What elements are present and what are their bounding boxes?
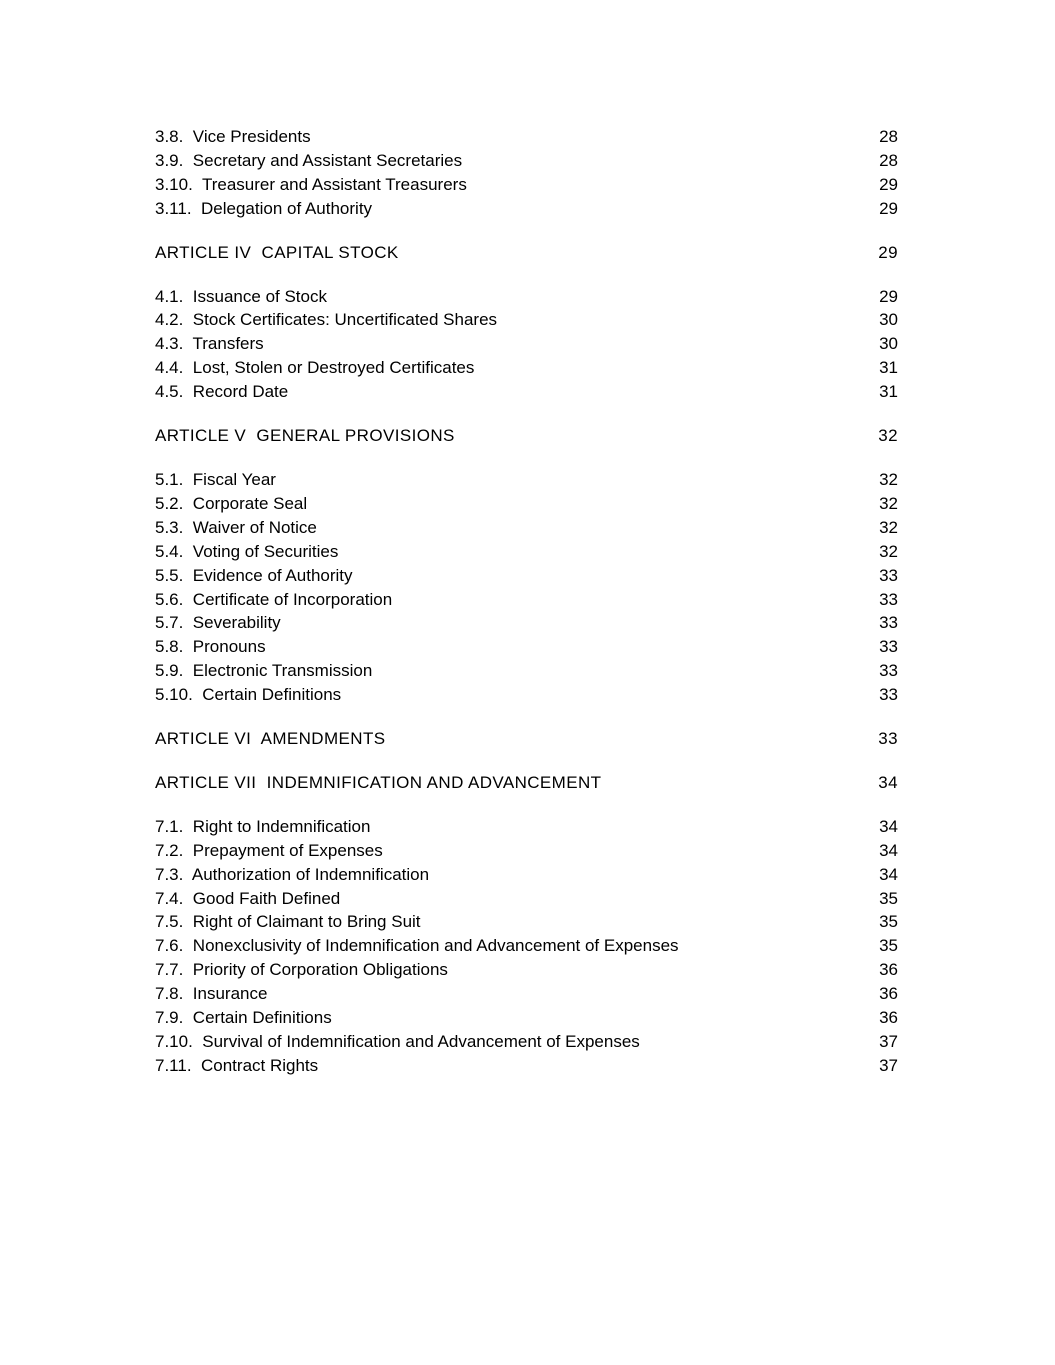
toc-article-heading-label: ARTICLE V GENERAL PROVISIONS: [155, 426, 455, 446]
toc-entry-label: 5.3. Waiver of Notice: [155, 517, 317, 537]
toc-entry-label: 5.1. Fiscal Year: [155, 469, 276, 489]
toc-entry: [155, 934, 898, 958]
toc-entry-label: 7.6. Nonexclusivity of Indemnification and Advancement of Expenses: [155, 936, 679, 956]
toc-entry-label: 5.9. Electronic Transmission: [155, 661, 373, 681]
toc-entry-label: 3.8. Vice Presidents: [155, 127, 311, 146]
toc-entry: [155, 1006, 898, 1030]
toc-entry-page-number: 33: [879, 637, 898, 657]
toc-entry-label: 7.11. Contract Rights: [155, 1055, 319, 1075]
toc-entry-label: 7.7. Priority of Corporation Obligations: [155, 960, 448, 980]
toc-entry-page-number: 32: [879, 493, 898, 513]
toc-article-heading-page-number: 29: [878, 242, 898, 262]
toc-entry: [155, 659, 898, 683]
toc-entry: [155, 815, 898, 839]
toc-entry-label: 5.8. Pronouns: [155, 637, 266, 657]
toc-entry: [155, 149, 898, 173]
toc-entry: [155, 516, 898, 540]
toc-entry: [155, 356, 898, 380]
toc-entry-page-number: 28: [879, 150, 898, 170]
toc-entry-label: 5.4. Voting of Securities: [155, 541, 339, 561]
toc-entry: [155, 1054, 898, 1078]
toc-entry: [155, 839, 898, 863]
toc-entry-label: 5.7. Severability: [155, 613, 281, 633]
toc-entry-page-number: 34: [879, 864, 898, 884]
toc-entry: [155, 1030, 898, 1054]
toc-entry-label: 4.3. Transfers: [155, 334, 264, 354]
toc-entry-page-number: 34: [879, 816, 898, 836]
toc-entry-label: 7.4. Good Faith Defined: [155, 888, 341, 908]
toc-entry-label: 7.10. Survival of Indemnification and Advancement of Expenses: [155, 1032, 640, 1051]
toc-entry: [155, 540, 898, 564]
toc-entry-page-number: 30: [879, 334, 898, 354]
toc-entry-page-number: 33: [879, 661, 898, 681]
toc-entry-page-number: 33: [879, 589, 898, 609]
toc-article-heading: [155, 727, 898, 751]
toc-entry-page-number: 32: [879, 541, 898, 561]
toc-article-heading: [155, 424, 898, 448]
toc-entry-page-number: 29: [879, 174, 898, 194]
toc-entry: [155, 611, 898, 635]
toc-entry-page-number: 35: [879, 936, 898, 956]
toc-entry-page-number: 29: [879, 286, 898, 306]
toc-entry: [155, 197, 898, 221]
toc-entry-page-number: 34: [879, 840, 898, 860]
toc-entry: [155, 635, 898, 659]
toc-article-heading-page-number: 33: [878, 729, 898, 749]
toc-entry-label: 7.2. Prepayment of Expenses: [155, 840, 383, 860]
toc-entry: [155, 332, 898, 356]
toc-entry: [155, 683, 898, 707]
toc-entry: [155, 125, 898, 149]
toc-entry-label: 5.2. Corporate Seal: [155, 493, 308, 513]
toc-article-heading-page-number: 34: [878, 772, 898, 792]
toc-entry-page-number: 33: [879, 565, 898, 585]
toc-entry-page-number: 36: [879, 1008, 898, 1028]
toc-entry-page-number: 35: [879, 888, 898, 908]
toc-entry-label: 7.5. Right of Claimant to Bring Suit: [155, 912, 421, 932]
toc-entry-page-number: 32: [879, 469, 898, 489]
toc-article-heading-label: ARTICLE VI AMENDMENTS: [155, 729, 386, 749]
toc-entry-page-number: 37: [879, 1055, 898, 1075]
toc-entry-page-number: 37: [879, 1032, 898, 1051]
toc-article-heading: [155, 771, 898, 795]
toc-entry: [155, 863, 898, 887]
toc-entry-label: 5.10. Certain Definitions: [155, 685, 342, 705]
toc-entry: [155, 564, 898, 588]
toc-entry-page-number: 29: [879, 198, 898, 218]
toc-entry-label: 3.11. Delegation of Authority: [155, 198, 373, 218]
toc-entry-label: 3.9. Secretary and Assistant Secretaries: [155, 150, 463, 170]
toc-entry-label: 4.2. Stock Certificates: Uncertificated Shares: [155, 310, 498, 330]
toc-entry-label: 7.3. Authorization of Indemnification: [155, 864, 430, 884]
toc-entry: [155, 958, 898, 982]
toc-entry-label: 5.6. Certificate of Incorporation: [155, 589, 393, 609]
toc-entry: [155, 285, 898, 309]
toc: [155, 125, 898, 1078]
toc-entry-label: 7.8. Insurance: [155, 984, 268, 1004]
toc-article-heading-label: ARTICLE IV CAPITAL STOCK: [155, 242, 399, 262]
toc-article-heading-label: ARTICLE VII INDEMNIFICATION AND ADVANCEMENT: [155, 772, 602, 792]
toc-entry-label: 3.10. Treasurer and Assistant Treasurers: [155, 174, 467, 194]
toc-entry-label: 7.9. Certain Definitions: [155, 1008, 332, 1028]
toc-entry-label: 5.5. Evidence of Authority: [155, 565, 353, 585]
toc-entry: [155, 982, 898, 1006]
toc-entry: [155, 380, 898, 404]
toc-entry-page-number: 33: [879, 685, 898, 705]
toc-entry-label: 4.4. Lost, Stolen or Destroyed Certificates: [155, 358, 475, 378]
toc-entry-page-number: 31: [879, 358, 898, 378]
toc-entry: [155, 887, 898, 911]
toc-entry-page-number: 30: [879, 310, 898, 330]
toc-entry-page-number: 32: [879, 517, 898, 537]
toc-article-heading: [155, 241, 898, 265]
toc-entry-label: 7.1. Right to Indemnification: [155, 816, 371, 836]
toc-entry-page-number: 28: [879, 127, 898, 146]
toc-entry: [155, 588, 898, 612]
toc-entry-label: 4.5. Record Date: [155, 382, 289, 402]
toc-entry: [155, 173, 898, 197]
toc-article-heading-page-number: 32: [878, 426, 898, 446]
toc-entry: [155, 468, 898, 492]
toc-entry-label: 4.1. Issuance of Stock: [155, 286, 327, 306]
toc-entry-page-number: 35: [879, 912, 898, 932]
toc-entry: [155, 492, 898, 516]
toc-entry-page-number: 33: [879, 613, 898, 633]
toc-entry-page-number: 31: [879, 382, 898, 402]
toc-entry-page-number: 36: [879, 960, 898, 980]
toc-entry-page-number: 36: [879, 984, 898, 1004]
toc-entry: [155, 308, 898, 332]
toc-entry: [155, 910, 898, 934]
